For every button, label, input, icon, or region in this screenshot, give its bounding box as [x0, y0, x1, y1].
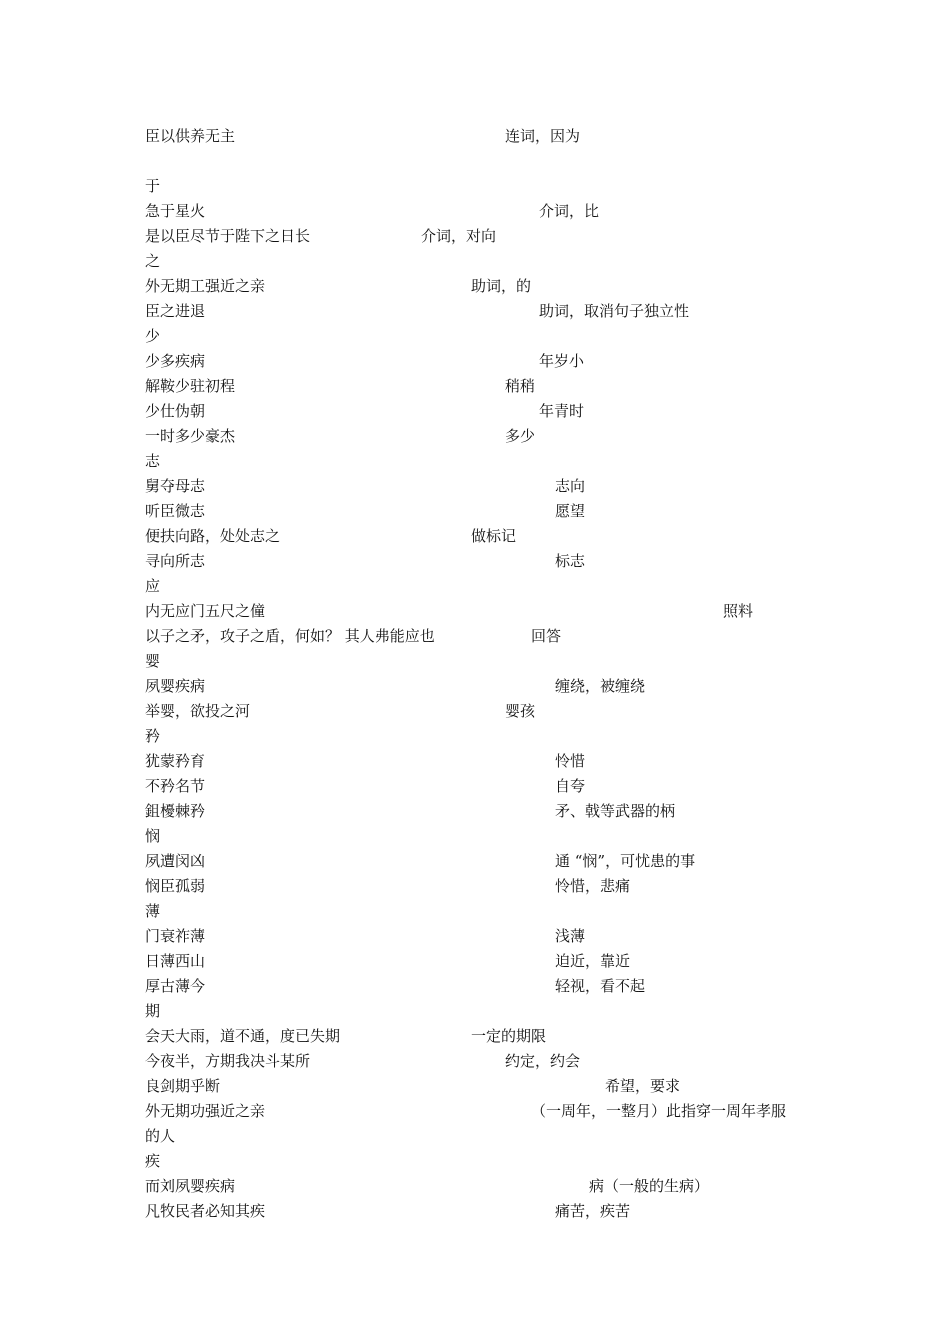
- entry-line: [145, 749, 905, 773]
- phrase: 臣之进退: [145, 302, 206, 320]
- meaning: 回答: [531, 627, 562, 645]
- meaning: 助词，取消句子独立性: [539, 302, 690, 320]
- entry-line: [145, 699, 905, 723]
- entry-line: [145, 549, 905, 573]
- meaning: 标志: [555, 552, 586, 570]
- meaning: 连词，因为: [505, 127, 581, 145]
- entry-line: [145, 499, 905, 523]
- phrase: 外无期工强近之亲: [145, 277, 266, 295]
- meaning: 介词，对向: [421, 227, 497, 245]
- phrase: 今夜半，方期我决斗某所: [145, 1052, 311, 1070]
- entry-line: [145, 924, 905, 948]
- meaning: 怜惜: [555, 752, 586, 770]
- meaning: 矛、戟等武器的柄: [555, 802, 676, 820]
- entry-line: [145, 999, 905, 1023]
- phrase: 鉏櫌棘矜: [145, 802, 206, 820]
- entry-line: [145, 299, 905, 323]
- phrase: 少仕伪朝: [145, 402, 206, 420]
- phrase: 犹蒙矜育: [145, 752, 206, 770]
- phrase: 凡牧民者必知其疾: [145, 1202, 266, 1220]
- entry-line: [145, 824, 905, 848]
- entry-line: [145, 574, 905, 598]
- meaning: （一周年，一整月）此指穿一周年孝服: [531, 1102, 787, 1120]
- headword: 悯: [145, 827, 161, 845]
- entry-line: [145, 1099, 905, 1123]
- entry-line: [145, 124, 905, 148]
- entry-line: [145, 449, 905, 473]
- entry-line: [145, 199, 905, 223]
- phrase: 而刘夙婴疾病: [145, 1177, 236, 1195]
- meaning: 缠绕，被缠绕: [555, 677, 646, 695]
- entry-line: [145, 1024, 905, 1048]
- phrase: 举婴，欲投之河: [145, 702, 251, 720]
- entry-line: [145, 174, 905, 198]
- entry-line: [145, 899, 905, 923]
- entry-line: [145, 224, 905, 248]
- entry-line: [145, 249, 905, 273]
- phrase: 夙遭闵凶: [145, 852, 206, 870]
- entry-line: [145, 274, 905, 298]
- entry-line: [145, 649, 905, 673]
- phrase: 会天大雨，道不通，度已失期: [145, 1027, 341, 1045]
- entry-line: [145, 849, 905, 873]
- phrase: 臣以供养无主: [145, 127, 236, 145]
- phrase: 良剑期乎断: [145, 1077, 221, 1095]
- phrase-continuation: 的人: [145, 1127, 176, 1145]
- meaning: 婴孩: [505, 702, 536, 720]
- headword: 之: [145, 252, 161, 270]
- meaning: 一定的期限: [471, 1027, 547, 1045]
- headword: 婴: [145, 652, 161, 670]
- phrase: 解鞍少驻初程: [145, 377, 236, 395]
- entry-line: [145, 674, 905, 698]
- phrase: 急于星火: [145, 202, 206, 220]
- entry-line: [145, 324, 905, 348]
- headword: 少: [145, 327, 161, 345]
- entry-line: [145, 1199, 905, 1223]
- entry-line: [145, 1174, 905, 1198]
- meaning: 愿望: [555, 502, 586, 520]
- meaning: 病（一般的生病）: [589, 1177, 710, 1195]
- meaning: 年岁小: [539, 352, 585, 370]
- phrase: 少多疾病: [145, 352, 206, 370]
- headword: 于: [145, 177, 161, 195]
- headword: 疾: [145, 1152, 161, 1170]
- phrase: 悯臣孤弱: [145, 877, 206, 895]
- phrase: 以子之矛，攻子之盾，何如？ 其人弗能应也: [145, 627, 435, 645]
- entry-line: [145, 349, 905, 373]
- meaning: 怜惜，悲痛: [555, 877, 631, 895]
- phrase: 舅夺母志: [145, 477, 206, 495]
- entry-line: [145, 1124, 905, 1148]
- entry-line: [145, 474, 905, 498]
- phrase: 听臣微志: [145, 502, 206, 520]
- meaning: 浅薄: [555, 927, 586, 945]
- meaning: 多少: [505, 427, 536, 445]
- phrase: 便扶向路，处处志之: [145, 527, 281, 545]
- meaning: 做标记: [471, 527, 517, 545]
- meaning: 通 “悯”，可忧患的事: [555, 852, 696, 870]
- entry-line: [145, 624, 905, 648]
- phrase: 是以臣尽节于陛下之日长: [145, 227, 311, 245]
- entry-line: [145, 774, 905, 798]
- meaning: 志向: [555, 477, 586, 495]
- headword: 应: [145, 577, 161, 595]
- meaning: 助词，的: [471, 277, 532, 295]
- phrase: 内无应门五尺之僮: [145, 602, 266, 620]
- phrase: 门衰祚薄: [145, 927, 206, 945]
- meaning: 约定，约会: [505, 1052, 581, 1070]
- entry-line: [145, 1074, 905, 1098]
- headword: 薄: [145, 902, 161, 920]
- headword: 志: [145, 452, 161, 470]
- phrase: 一时多少豪杰: [145, 427, 236, 445]
- headword: 矜: [145, 727, 161, 745]
- phrase: 不矜名节: [145, 777, 206, 795]
- phrase: 外无期功强近之亲: [145, 1102, 266, 1120]
- entry-line: [145, 599, 905, 623]
- entry-line: [145, 874, 905, 898]
- entry-line: [145, 974, 905, 998]
- meaning: 介词，比: [539, 202, 600, 220]
- meaning: 照料: [723, 602, 754, 620]
- meaning: 轻视，看不起: [555, 977, 646, 995]
- headword: 期: [145, 1002, 161, 1020]
- meaning: 年青时: [539, 402, 585, 420]
- entry-line: [145, 374, 905, 398]
- entry-line: [145, 424, 905, 448]
- meaning: 痛苦，疾苦: [555, 1202, 631, 1220]
- entry-line: [145, 949, 905, 973]
- entry-line: [145, 799, 905, 823]
- phrase: 厚古薄今: [145, 977, 206, 995]
- meaning: 稍稍: [505, 377, 536, 395]
- meaning: 迫近，靠近: [555, 952, 631, 970]
- entry-line: [145, 1149, 905, 1173]
- phrase: 夙婴疾病: [145, 677, 206, 695]
- phrase: 寻向所志: [145, 552, 206, 570]
- entry-line: [145, 524, 905, 548]
- entry-line: [145, 724, 905, 748]
- meaning: 自夸: [555, 777, 586, 795]
- entry-line: [145, 399, 905, 423]
- entry-line: [145, 1049, 905, 1073]
- phrase: 日薄西山: [145, 952, 206, 970]
- meaning: 希望，要求: [605, 1077, 681, 1095]
